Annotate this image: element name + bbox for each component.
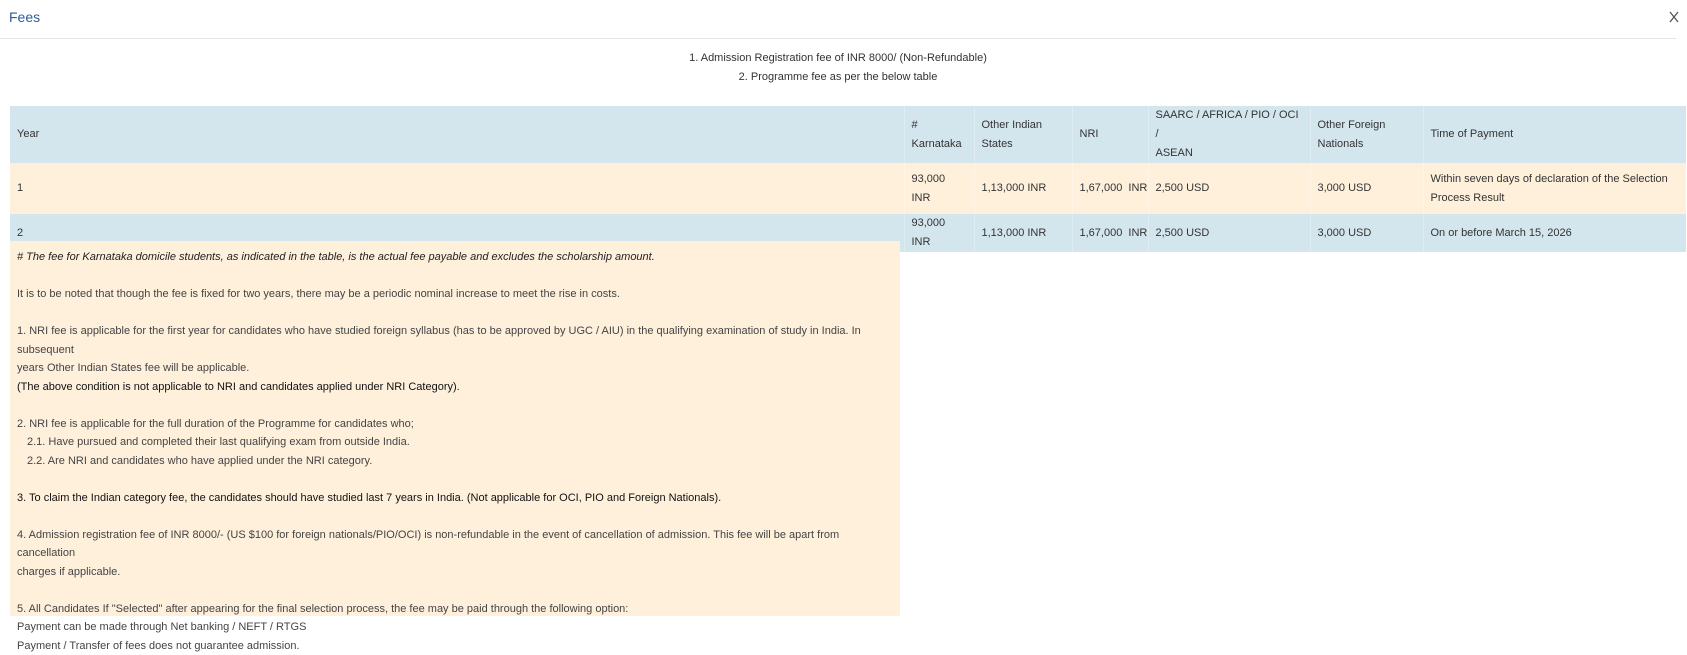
modal-header bbox=[0, 0, 1676, 39]
note-2: 2. NRI fee is applicable for the full duration of the Programme for candidates who; bbox=[17, 415, 893, 434]
cell-other-foreign: 3,000 USD bbox=[1310, 163, 1423, 214]
intro-line-1: 1. Admission Registration fee of INR 8000/ (Non-Refundable) bbox=[0, 49, 1676, 68]
cell-time-of-payment: Within seven days of declaration of the Selection Process Result bbox=[1423, 163, 1686, 214]
note-2-2: 2.2. Are NRI and candidates who have applied under the NRI category. bbox=[17, 452, 893, 471]
header-other-indian-states: Other Indian States bbox=[974, 106, 1072, 163]
note-1-line-1: 1. NRI fee is applicable for the first year for candidates who have studied foreign syllabus (has to be approved by UGC / AIU) in the qualifying examination of study in India. In subsequent bbox=[17, 322, 893, 359]
karnataka-note: # The fee for Karnataka domicile students, as indicated in the table, is the actual fee payable and excludes the scholarship amount. bbox=[17, 248, 893, 267]
cell-time-of-payment: On or before March 15, 2026 bbox=[1423, 214, 1686, 252]
cell-saarc: 2,500 USD bbox=[1148, 214, 1310, 252]
close-icon[interactable] bbox=[1668, 9, 1680, 25]
cell-other-indian-states: 1,13,000 INR bbox=[974, 214, 1072, 252]
note-3: 3. To claim the Indian category fee, the candidates should have studied last 7 years in India. (Not applicable for OCI, PIO and Foreign Nationals). bbox=[17, 489, 893, 508]
table-header-row bbox=[10, 106, 1686, 163]
cell-karnataka: 93,000 INR bbox=[904, 214, 974, 252]
fee-notes bbox=[10, 241, 900, 616]
cell-nri: 1,67,000 INR bbox=[1072, 163, 1148, 214]
cell-year: 2 bbox=[10, 214, 904, 252]
note-5-payment: Payment can be made through Net banking / NEFT / RTGS bbox=[17, 618, 893, 637]
header-time-of-payment: Time of Payment bbox=[1423, 106, 1686, 163]
note-4-line-1: 4. Admission registration fee of INR 8000/- (US $100 for foreign nationals/PIO/OCI) is non-refundable in the event of cancellation of admission. This fee will be apart from cancellation bbox=[17, 526, 893, 563]
note-5-guarantee: Payment / Transfer of fees does not guarantee admission. bbox=[17, 637, 893, 655]
note-2-1: 2.1. Have pursued and completed their last qualifying exam from outside India. bbox=[17, 433, 893, 452]
header-saarc: SAARC / AFRICA / PIO / OCI / ASEAN bbox=[1148, 106, 1310, 163]
periodic-increase-note: It is to be noted that though the fee is fixed for two years, there may be a periodic nominal increase to meet the rise in costs. bbox=[17, 285, 893, 304]
note-1-condition: (The above condition is not applicable to NRI and candidates applied under NRI Category). bbox=[17, 378, 893, 397]
fees-table bbox=[10, 106, 1687, 252]
header-other-foreign: Other Foreign Nationals bbox=[1310, 106, 1423, 163]
modal-title: Fees bbox=[9, 9, 40, 25]
intro-line-2: 2. Programme fee as per the below table bbox=[0, 68, 1676, 87]
header-nri: NRI bbox=[1072, 106, 1148, 163]
note-4-line-2: charges if applicable. bbox=[17, 563, 893, 582]
header-year: Year bbox=[10, 106, 904, 163]
cell-other-foreign: 3,000 USD bbox=[1310, 214, 1423, 252]
header-karnataka: # Karnataka bbox=[904, 106, 974, 163]
cell-saarc: 2,500 USD bbox=[1148, 163, 1310, 214]
cell-karnataka: 93,000 INR bbox=[904, 163, 974, 214]
table-row bbox=[10, 163, 1686, 214]
cell-year: 1 bbox=[10, 163, 904, 214]
cell-other-indian-states: 1,13,000 INR bbox=[974, 163, 1072, 214]
fee-intro bbox=[0, 49, 1676, 87]
note-5: 5. All Candidates If "Selected" after appearing for the final selection process, the fee may be paid through the following option: bbox=[17, 600, 893, 619]
note-1-line-2: years Other Indian States fee will be applicable. bbox=[17, 359, 893, 378]
cell-nri: 1,67,000 INR bbox=[1072, 214, 1148, 252]
